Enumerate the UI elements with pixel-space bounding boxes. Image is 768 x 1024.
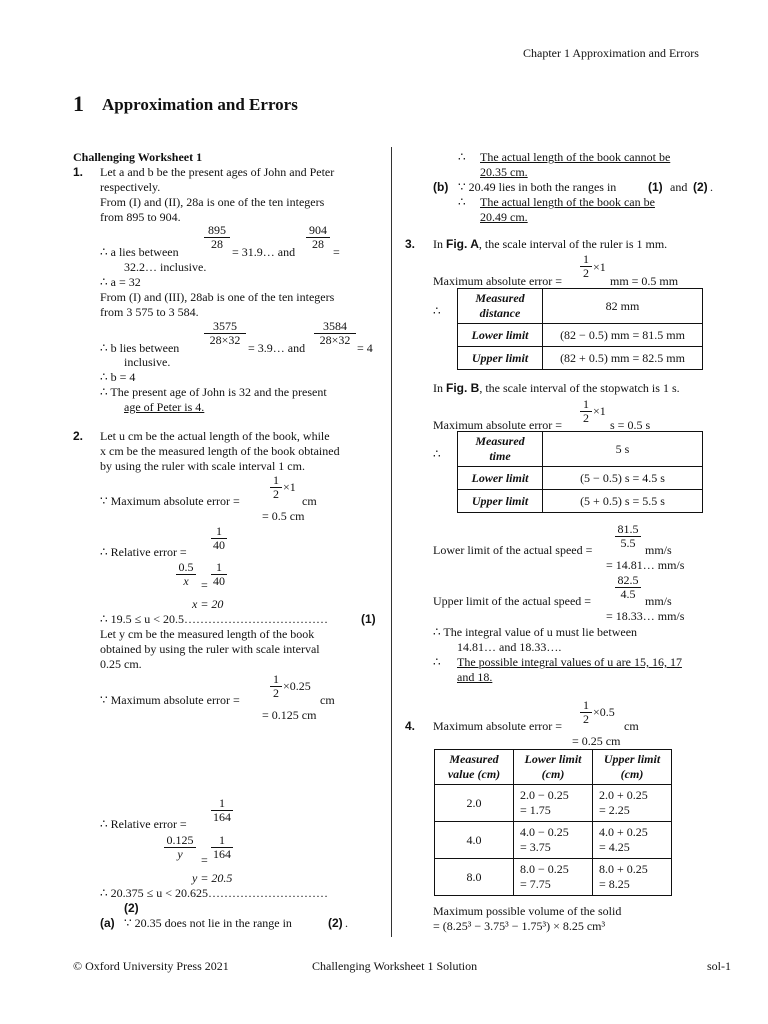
- q2-max-error2-text: ∵ Maximum absolute error =: [100, 693, 240, 707]
- table-cell: [593, 859, 672, 896]
- footer-copyright: © Oxford University Press 2021: [73, 959, 229, 973]
- q3-lower-speed-unit: mm/s: [645, 543, 672, 557]
- q2-line1: Let u cm be the actual length of the book, while: [100, 429, 330, 443]
- q3-conclusion1: ∴ The integral value of u must lie between: [433, 625, 638, 639]
- q1-number: 1.: [73, 165, 84, 179]
- numerator: 904: [306, 224, 330, 238]
- column-divider: [391, 147, 392, 937]
- q3-conclusion4: and 18.: [457, 670, 493, 684]
- q4-max-error-half: [580, 699, 592, 726]
- q2-max-error-unit: cm: [302, 494, 317, 508]
- q2-line4: Let y cm be the measured length of the book: [100, 627, 315, 641]
- denominator: 164: [213, 810, 231, 824]
- q3-lower-speed-text: Lower limit of the actual speed =: [433, 543, 593, 557]
- q2-line5: obtained by using the ruler with scale interval: [100, 642, 320, 656]
- q3-max-error2-result: s = 0.5 s: [610, 418, 651, 432]
- cell-line: 8.0 + 0.25: [599, 862, 648, 876]
- q2-part-a-label: (a): [100, 916, 115, 930]
- q4-max-error-result: = 0.25 cm: [572, 734, 621, 748]
- q2-part-b-ref1: (1): [648, 180, 663, 194]
- q2-part-b-text: ∵ 20.49 lies in both the ranges in: [458, 180, 617, 194]
- table-row: [458, 289, 703, 324]
- chapter-number: 1: [73, 91, 84, 116]
- denominator: y: [177, 847, 183, 861]
- q1-b-between-and: = 3.9… and: [248, 341, 306, 355]
- cell-line: = 8.25: [599, 877, 630, 891]
- q2-max-error-half: [270, 474, 282, 501]
- table-cell: [514, 822, 593, 859]
- chapter-title: Approximation and Errors: [102, 95, 298, 114]
- q2-relative-error2-text: ∴ Relative error =: [100, 817, 187, 831]
- q3-table-time: [457, 431, 703, 513]
- q1-fraction-3575: [204, 320, 246, 347]
- cell-line: 4.0 + 0.25: [599, 825, 648, 839]
- table-cell: Measured value (cm): [435, 750, 514, 785]
- table-row: [458, 467, 703, 490]
- numerator: 0.5: [176, 561, 196, 575]
- denominator: x: [183, 574, 189, 588]
- table-cell: Lower limit: [458, 467, 543, 490]
- cell-line: = 1.75: [520, 803, 551, 817]
- q3-table2-therefore: ∴: [433, 447, 441, 461]
- q3-max-error1-times: ×1: [593, 260, 606, 274]
- q2-relative-error-text: ∴ Relative error =: [100, 545, 187, 559]
- q3-max-error2-times: ×1: [593, 404, 606, 418]
- q2-x-result: x = 20: [192, 597, 224, 611]
- q2-part-a-text: ∵ 20.35 does not lie in the range in: [124, 916, 292, 930]
- numerator: 0.125: [164, 834, 196, 848]
- q3-max-error1-text: Maximum absolute error =: [433, 274, 563, 288]
- table-row: [435, 859, 672, 896]
- q2-max-error-times: ×1: [283, 480, 296, 494]
- cell-line: 2.0 − 0.25: [520, 788, 569, 802]
- q1-b-between-eq: = 4: [357, 341, 373, 355]
- q2-inequality-2-tag: (2): [124, 901, 139, 915]
- table-cell: (82 + 0.5) mm = 82.5 mm: [543, 347, 703, 370]
- q2-part-a-end: .: [345, 916, 348, 930]
- q2-eq2-frac-right: [211, 834, 233, 861]
- q3-line2: [433, 381, 680, 396]
- table-row: [435, 785, 672, 822]
- q2-number: 2.: [73, 429, 84, 443]
- table-cell: (82 − 0.5) mm = 81.5 mm: [543, 324, 703, 347]
- denominator: 2: [583, 712, 589, 726]
- q3-upper-speed-unit: mm/s: [645, 594, 672, 608]
- q2-inequality-2: ∴ 20.375 ≤ u < 20.625…………………………: [100, 886, 328, 900]
- q2-relative-error-frac: [211, 525, 227, 552]
- q2-relative-error2-frac: [211, 797, 233, 824]
- q3-conclusion3-therefore: ∴: [433, 655, 441, 669]
- q2-b-conclusion2: 20.49 cm.: [480, 210, 528, 224]
- q4-limits-table: [434, 749, 672, 896]
- cell-line: 8.0 − 0.25: [520, 862, 569, 876]
- cell-line: 2.0 + 0.25: [599, 788, 648, 802]
- q3-upper-speed-result: = 18.33… mm/s: [606, 609, 685, 623]
- table-cell: 8.0: [435, 859, 514, 896]
- q2-max-error2-half: [270, 673, 282, 700]
- q2-inequality-1-tag: (1): [361, 612, 376, 626]
- q1-line1: Let a and b be the present ages of John and Peter: [100, 165, 335, 179]
- q3-upper-speed-frac: [615, 574, 641, 601]
- numerator: 82.5: [615, 574, 641, 588]
- q2-eq-frac-left: [176, 561, 196, 588]
- q3-lower-speed-frac: [615, 523, 641, 550]
- table-cell: 5 s: [543, 432, 703, 467]
- denominator: 40: [213, 574, 225, 588]
- numerator: 3575: [204, 320, 246, 334]
- q3-upper-speed-text: Upper limit of the actual speed =: [433, 594, 592, 608]
- table-cell: Upper limit: [458, 347, 543, 370]
- denominator: 28×32: [319, 333, 351, 347]
- q3-lower-speed-result: = 14.81… mm/s: [606, 558, 685, 572]
- numerator: 895: [204, 224, 230, 238]
- q3-max-error1-half: [580, 253, 592, 280]
- q2-line3: by using the ruler with scale interval 1 cm.: [100, 459, 305, 473]
- table-cell: Lower limit (cm): [514, 750, 593, 785]
- denominator: 28×32: [209, 333, 241, 347]
- q2-a-conclusion2: 20.35 cm.: [480, 165, 528, 179]
- q1-conclusion2: age of Peter is 4.: [124, 400, 205, 414]
- q2-part-b-end: .: [710, 180, 713, 194]
- table-row: [435, 750, 672, 785]
- table-row: [435, 822, 672, 859]
- q1-line9: from 3 575 to 3 584.: [100, 305, 199, 319]
- denominator: 28: [312, 237, 324, 251]
- q1-between-and: = 31.9… and: [232, 245, 296, 259]
- q1-line8: From (I) and (III), 28ab is one of the ten integers: [100, 290, 335, 304]
- q1-line3: From (I) and (II), 28a is one of the ten integers: [100, 195, 325, 209]
- cell-line: = 3.75: [520, 840, 551, 854]
- q3-line2-in: In: [433, 381, 443, 395]
- q3-max-error2-text: Maximum absolute error =: [433, 418, 563, 432]
- numerator: 81.5: [615, 523, 641, 537]
- numerator: 1: [211, 525, 227, 539]
- numerator: 1: [270, 673, 282, 687]
- q2-part-b-label: (b): [433, 180, 449, 194]
- q3-conclusion3: The possible integral values of u are 15, 16, 17: [457, 655, 682, 669]
- table-cell: Measured distance: [458, 289, 543, 324]
- q1-b-between-text: ∴ b lies between: [100, 341, 180, 355]
- q2-max-error-result: = 0.5 cm: [262, 509, 305, 523]
- table-cell: Lower limit: [458, 324, 543, 347]
- table-cell: [593, 785, 672, 822]
- numerator: 3584: [314, 320, 356, 334]
- q2-max-error-text: ∵ Maximum absolute error =: [100, 494, 240, 508]
- denominator: 164: [213, 847, 231, 861]
- q1-between-text: ∴ a lies between: [100, 245, 179, 259]
- denominator: 2: [273, 686, 279, 700]
- denominator: 4.5: [620, 587, 636, 601]
- q1-fraction-895: [204, 224, 230, 251]
- cell-line: 4.0 − 0.25: [520, 825, 569, 839]
- q2-max-error2-times: ×0.25: [283, 679, 311, 693]
- table-row: [458, 347, 703, 370]
- denominator: 40: [213, 538, 225, 552]
- q2-eq2-frac-left: [164, 834, 196, 861]
- numerator: 1: [580, 398, 592, 412]
- q4-volume-line1: Maximum possible volume of the solid: [433, 904, 622, 918]
- q1-between-eq: =: [333, 245, 340, 259]
- q3-line1: [433, 237, 667, 252]
- q3-max-error1-result: mm = 0.5 mm: [610, 274, 679, 288]
- q4-number: 4.: [405, 719, 416, 733]
- denominator: 5.5: [620, 536, 636, 550]
- chapter-header: Chapter 1 Approximation and Errors: [523, 46, 699, 60]
- q1-line7: ∴ a = 32: [100, 275, 141, 289]
- table-row: [458, 490, 703, 513]
- q2-a-therefore: ∴: [458, 150, 466, 164]
- table-cell: (5 − 0.5) s = 4.5 s: [543, 467, 703, 490]
- q2-max-error2-result: = 0.125 cm: [262, 708, 317, 722]
- footer-page-number: sol-1: [707, 959, 731, 973]
- table-cell: [593, 822, 672, 859]
- table-row: [458, 432, 703, 467]
- denominator: 2: [583, 266, 589, 280]
- q2-eq-frac-right: [211, 561, 227, 588]
- table-row: [458, 324, 703, 347]
- q1-line4: from 895 to 904.: [100, 210, 181, 224]
- numerator: 1: [211, 834, 233, 848]
- footer-title: Challenging Worksheet 1 Solution: [312, 959, 478, 973]
- q4-max-error-unit: cm: [624, 719, 639, 733]
- q1-line12: ∴ b = 4: [100, 370, 136, 384]
- q1-line6: 32.2… inclusive.: [124, 260, 207, 274]
- q3-fig-b-ref: Fig. B: [446, 381, 480, 395]
- table-cell: Upper limit: [458, 490, 543, 513]
- q4-max-error-times: ×0.5: [593, 705, 615, 719]
- table-cell: (5 + 0.5) s = 5.5 s: [543, 490, 703, 513]
- table-cell: 2.0: [435, 785, 514, 822]
- numerator: 1: [580, 699, 592, 713]
- q1-line11: inclusive.: [124, 355, 171, 369]
- q1-fraction-904: [306, 224, 330, 251]
- q2-a-conclusion1: The actual length of the book cannot be: [480, 150, 671, 164]
- q2-b-conclusion1: The actual length of the book can be: [480, 195, 655, 209]
- table-cell: Measured time: [458, 432, 543, 467]
- q4-max-error-text: Maximum absolute error =: [433, 719, 563, 733]
- cell-line: = 2.25: [599, 803, 630, 817]
- denominator: 2: [273, 487, 279, 501]
- table-cell: [514, 859, 593, 896]
- worksheet-heading: Challenging Worksheet 1: [73, 150, 203, 164]
- q3-conclusion2: 14.81… and 18.33….: [457, 640, 562, 654]
- q3-table-distance: [457, 288, 703, 370]
- cell-line: = 7.75: [520, 877, 551, 891]
- q1-fraction-3584: [314, 320, 356, 347]
- q3-line2-rest: , the scale interval of the stopwatch is 1 s.: [479, 381, 680, 395]
- q2-line6: 0.25 cm.: [100, 657, 142, 671]
- table-cell: [514, 785, 593, 822]
- q3-max-error2-half: [580, 398, 592, 425]
- q2-inequality-1: ∴ 19.5 ≤ u < 20.5………………………………: [100, 612, 328, 626]
- numerator: 1: [211, 797, 233, 811]
- q3-number: 3.: [405, 237, 416, 251]
- q2-eq-sign: =: [201, 578, 208, 592]
- denominator: 28: [211, 237, 223, 251]
- denominator: 2: [583, 411, 589, 425]
- numerator: 1: [211, 561, 227, 575]
- q2-part-b-and: and: [670, 180, 688, 194]
- q3-fig-a-ref: Fig. A: [446, 237, 479, 251]
- q1-line2: respectively.: [100, 180, 161, 194]
- q3-table1-therefore: ∴: [433, 304, 441, 318]
- numerator: 1: [580, 253, 592, 267]
- q1-conclusion1: ∴ The present age of John is 32 and the present: [100, 385, 327, 399]
- q2-part-b-ref2: (2): [693, 180, 708, 194]
- q3-line1-rest: , the scale interval of the ruler is 1 mm.: [478, 237, 668, 251]
- q4-volume-line2: = (8.25³ − 3.75³ − 1.75³) × 8.25 cm³: [433, 919, 606, 933]
- table-cell: 82 mm: [543, 289, 703, 324]
- cell-line: = 4.25: [599, 840, 630, 854]
- q2-line2: x cm be the measured length of the book obtained: [100, 444, 340, 458]
- table-cell: 4.0: [435, 822, 514, 859]
- numerator: 1: [270, 474, 282, 488]
- q2-part-a-ref: (2): [328, 916, 343, 930]
- q2-eq2-sign: =: [201, 853, 208, 867]
- q3-line1-in: In: [433, 237, 443, 251]
- q2-max-error2-unit: cm: [320, 693, 335, 707]
- q2-b-therefore: ∴: [458, 195, 466, 209]
- q2-y-result: y = 20.5: [192, 871, 233, 885]
- table-cell: Upper limit (cm): [593, 750, 672, 785]
